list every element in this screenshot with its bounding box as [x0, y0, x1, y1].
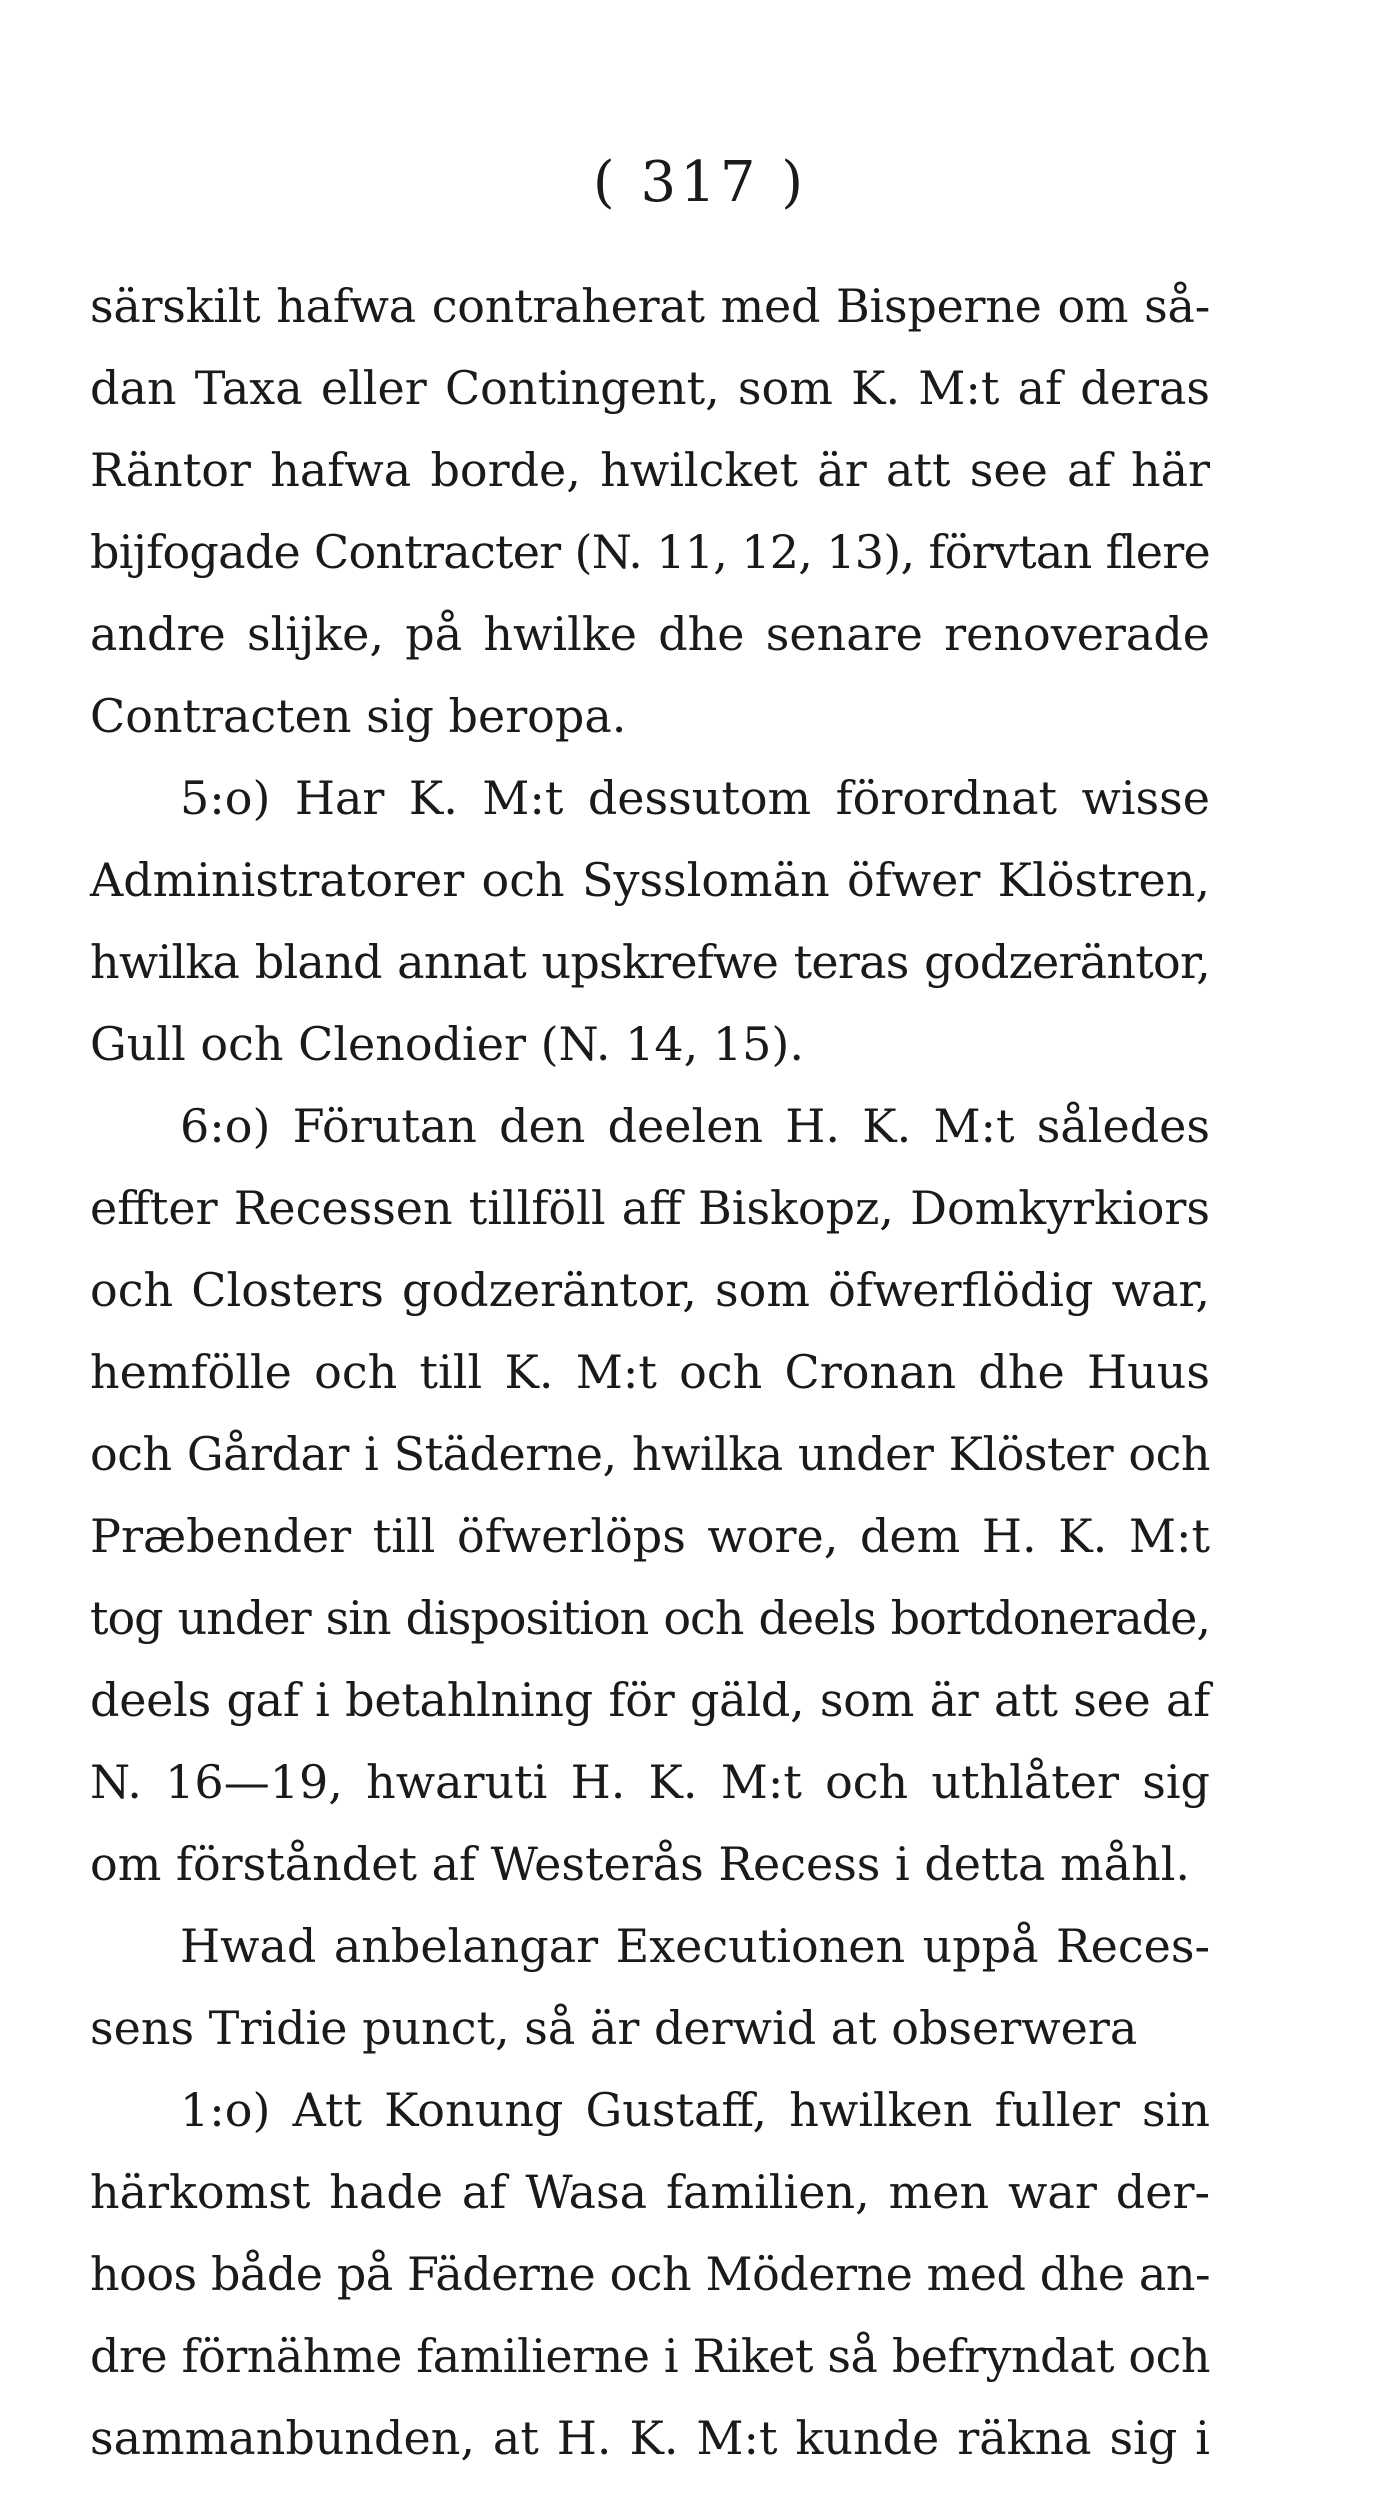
text-line: sens Tridie punct, så är derwid at obserwera: [90, 2001, 1138, 2055]
text-line: bijfogade Contracter (N. 11, 12, 13), förvtan flere: [90, 525, 1210, 579]
text-line: 1:o) Att Konung Gustaff, hwilken fuller sin: [180, 2083, 1210, 2137]
text-line: Administratorer och Sysslomän öfwer Klöstren,: [90, 853, 1210, 907]
text-line: tog under sin disposition och deels bortdonerade,: [90, 1591, 1210, 1645]
text-line: Contracten sig beropa.: [90, 689, 627, 743]
text-line: Räntor hafwa borde, hwilcket är att see af här: [90, 443, 1210, 497]
text-line: 5:o) Har K. M:t dessutom förordnat wisse: [180, 771, 1210, 825]
text-line: dan Taxa eller Contingent, som K. M:t af deras: [90, 361, 1210, 415]
text-line: särskilt hafwa contraherat med Bisperne om så-: [90, 279, 1210, 333]
text-line: N. 16—19, hwaruti H. K. M:t och uthlåter sig: [90, 1755, 1210, 1809]
text-line: härkomst hade af Wasa familien, men war der-: [90, 2165, 1210, 2219]
text-line: 6:o) Förutan den deelen H. K. M:t således: [180, 1099, 1210, 1153]
text-line: dre förnähme familierne i Riket så befryndat och: [90, 2329, 1210, 2383]
text-line: sammanbunden, at H. K. M:t kunde räkna sig i: [90, 2411, 1210, 2465]
text-line: andre slijke, på hwilke dhe senare renoverade: [90, 607, 1210, 661]
page-number: ( 317 ): [592, 150, 808, 215]
body-text: [90, 265, 1210, 2479]
text-line: hoos både på Fäderne och Möderne med dhe an-: [90, 2247, 1210, 2301]
text-line: och Gårdar i Städerne, hwilka under Klöster och: [90, 1427, 1210, 1481]
text-line: och Closters godzeräntor, som öfwerflödig war,: [90, 1263, 1210, 1317]
text-line: Præbender till öfwerlöps wore, dem H. K. M:t: [90, 1509, 1210, 1563]
text-line: hwilka bland annat upskrefwe teras godzeräntor,: [90, 935, 1210, 989]
text-line: om förståndet af Westerås Recess i detta måhl.: [90, 1837, 1191, 1891]
text-line: hemfölle och till K. M:t och Cronan dhe Huus: [90, 1345, 1210, 1399]
text-line: deels gaf i betahlning för gäld, som är att see af: [90, 1673, 1210, 1727]
text-line: effter Recessen tillföll aff Biskopz, Domkyrkiors: [90, 1181, 1210, 1235]
text-line: Gull och Clenodier (N. 14, 15).: [90, 1017, 804, 1071]
text-line: Hwad anbelangar Executionen uppå Reces-: [180, 1919, 1210, 1973]
